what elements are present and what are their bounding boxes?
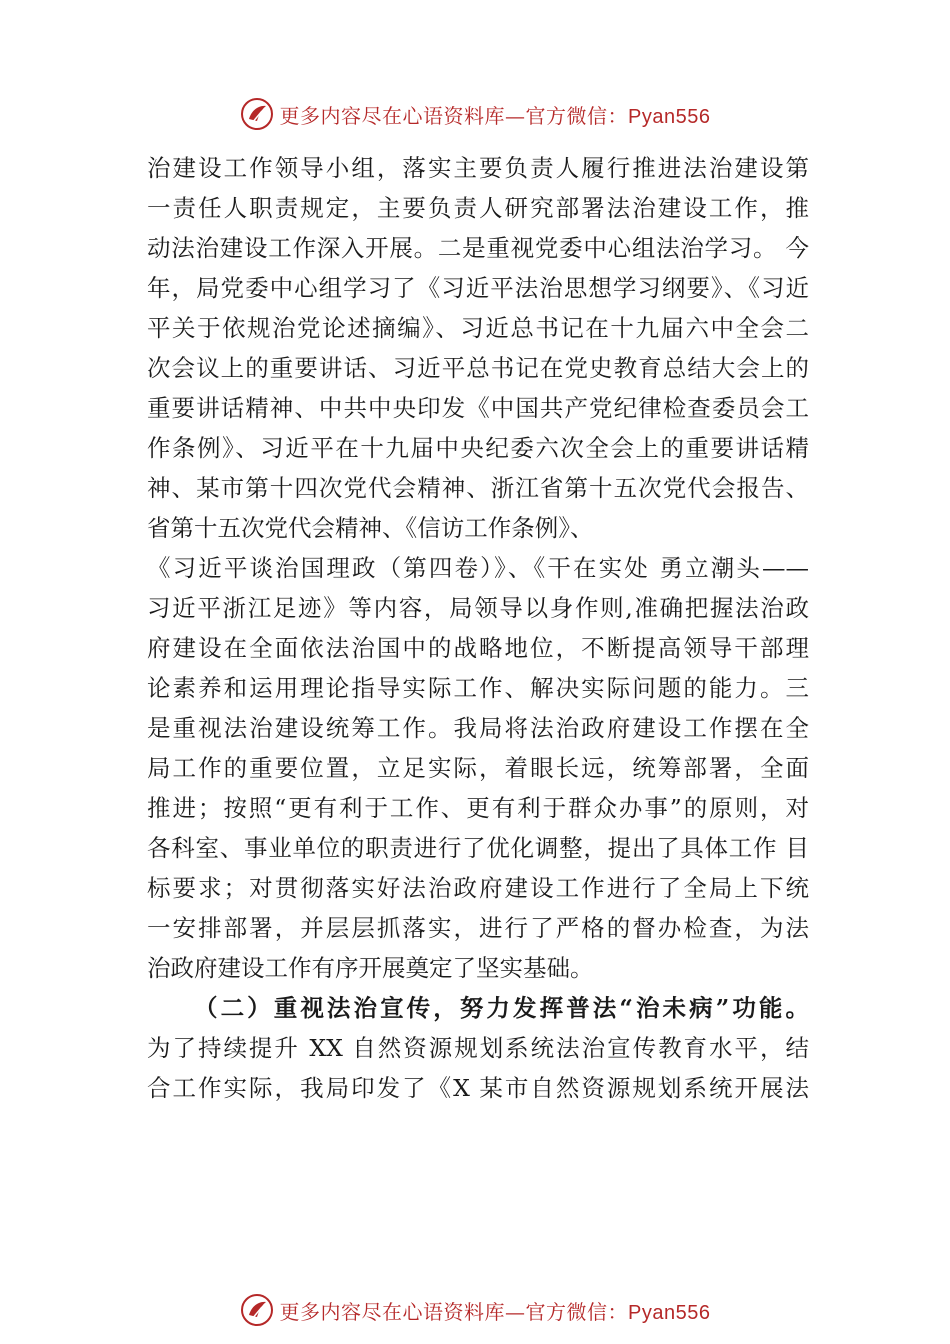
text-line: 府建设在全面依法治国中的战略地位，不断提高领导干部理 [147, 634, 809, 662]
footer-contact-label: 官方微信： [525, 1301, 629, 1324]
section-heading: （二）重视法治宣传，努力发挥普法“治未病”功能。 [194, 994, 809, 1022]
text-line: 一责任人职责规定，主要负责人研究部署法治建设工作，推 [147, 194, 809, 222]
text-line: 治政府建设工作有序开展奠定了坚实基础。 [147, 954, 594, 982]
text-line: 次会议上的重要讲话、习近平总书记在党史教育总结大会上的 [147, 354, 809, 382]
text-line: 局工作的重要位置，立足实际，着眼长远，统筹部署，全面 [147, 754, 809, 782]
text-line: 推进；按照“更有利于工作、更有利于群众办事”的原则，对 [147, 794, 809, 822]
text-line: 论素养和运用理论指导实际工作、解决实际问题的能力。三 [147, 674, 809, 702]
header-contact-id: Pyan556 [628, 105, 711, 128]
text-line: 重要讲话精神、中共中央印发《中国共产党纪律检查委员会工 [147, 394, 809, 422]
brand-logo-icon [240, 97, 274, 131]
text-line: 《习近平谈治国理政（第四卷）》、《干在实处 勇立潮头—— [147, 554, 809, 582]
text-line: 一安排部署，并层层抓落实，进行了严格的督办检查，为法 [147, 914, 809, 942]
header-separator: — [505, 103, 526, 128]
header-banner [0, 94, 950, 134]
text-line: 各科室、事业单位的职责进行了优化调整，提出了具体工作 目 [147, 834, 809, 862]
text-line: 是重视法治建设统筹工作。我局将法治政府建设工作摆在全 [147, 714, 809, 742]
text-line: 标要求；对贯彻落实好法治政府建设工作进行了全局上下统 [147, 874, 809, 902]
footer-separator: — [505, 1299, 526, 1324]
header-banner-text [280, 100, 711, 129]
footer-banner [0, 1290, 950, 1330]
text-line: 为了持续提升 XX 自然资源规划系统法治宣传教育水平，结 [147, 1034, 809, 1062]
header-contact-label: 官方微信： [525, 105, 629, 128]
footer-brand: 更多内容尽在心语资料库 [279, 1299, 506, 1324]
brand-logo-icon [240, 1293, 274, 1327]
text-line: 平关于依规治党论述摘编》、习近总书记在十九届六中全会二 [147, 314, 809, 342]
document-body [147, 148, 809, 1108]
text-line: 合工作实际，我局印发了《X 某市自然资源规划系统开展法 [147, 1074, 809, 1102]
text-line: 年，局党委中心组学习了《习近平法治思想学习纲要》、《习近 [147, 274, 809, 302]
text-line: 神、某市第十四次党代会精神、浙江省第十五次党代会报告、 [147, 474, 809, 502]
text-line: 动法治建设工作深入开展。二是重视党委中心组法治学习。 今 [147, 234, 809, 262]
footer-banner-text [280, 1296, 711, 1325]
footer-contact-id: Pyan556 [628, 1301, 711, 1324]
text-line: 治建设工作领导小组，落实主要负责人履行推进法治建设第 [147, 154, 809, 182]
text-line: 省第十五次党代会精神、《信访工作条例》、 [147, 514, 594, 542]
text-line: 习近平浙江足迹》等内容，局领导以身作则,准确把握法治政 [147, 594, 809, 622]
text-line: 作条例》、习近平在十九届中央纪委六次全会上的重要讲话精 [147, 434, 809, 462]
header-brand: 更多内容尽在心语资料库 [279, 103, 506, 128]
